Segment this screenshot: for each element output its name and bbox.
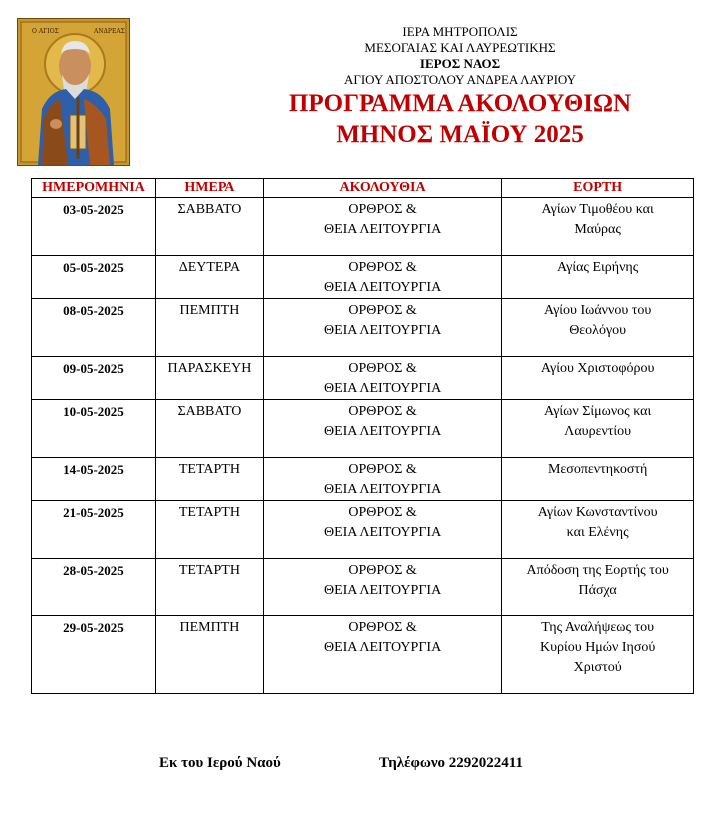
service-cell	[263, 501, 501, 559]
table-row	[32, 357, 694, 400]
church-label: ΙΕΡΟΣ ΝΑΟΣ	[419, 56, 501, 71]
feast-line: Πάσχα	[578, 583, 617, 598]
date-cell: 03-05-2025	[32, 198, 156, 256]
saint-andrew-icon	[17, 18, 130, 166]
feast-line: Αγίων Τιμοθέου και	[541, 202, 654, 217]
feast-cell	[502, 357, 694, 400]
feast-cell	[502, 559, 694, 616]
day-cell: ΤΕΤΑΡΤΗ	[155, 559, 263, 616]
feast-line: Απόδοση της Εορτής του	[526, 563, 669, 578]
date-cell: 08-05-2025	[32, 299, 156, 357]
table-row	[32, 198, 694, 256]
day-cell: ΣΑΒΒΑΤΟ	[155, 198, 263, 256]
day-cell: ΠΑΡΑΣΚΕΥΗ	[155, 357, 263, 400]
footer-signature: Εκ του Ιερού Ναού	[159, 755, 281, 771]
feast-line: Αγίων Σίμωνος και	[544, 404, 652, 419]
service-cell	[263, 458, 501, 501]
feast-line: Της Αναλήψεως του	[541, 620, 655, 635]
service-cell	[263, 400, 501, 458]
table-row	[32, 559, 694, 616]
footer-phone: Τηλέφωνο 2292022411	[379, 755, 523, 771]
icon-inscription-left: Ο ΑΓΙΟΣ	[32, 28, 59, 35]
header	[205, 24, 710, 150]
day-cell: ΠΕΜΠΤΗ	[155, 299, 263, 357]
feast-line: Αγίων Κωνσταντίνου	[537, 505, 658, 520]
day-cell: ΔΕΥΤΕΡΑ	[155, 256, 263, 299]
day-cell: ΣΑΒΒΑΤΟ	[155, 400, 263, 458]
date-cell: 29-05-2025	[32, 616, 156, 694]
icon-inscription-right: ΑΝΔΡΕΑΣ	[94, 28, 125, 35]
service-cell	[263, 357, 501, 400]
feast-cell	[502, 501, 694, 559]
header-feast: ΕΟΡΤΗ	[502, 179, 694, 198]
service-cell	[263, 559, 501, 616]
feast-line: Θεολόγου	[569, 323, 627, 338]
date-cell: 09-05-2025	[32, 357, 156, 400]
service-cell	[263, 299, 501, 357]
service-line: ΘΕΙΑ ΛΕΙΤΟΥΡΓΙΑ	[323, 640, 442, 655]
day-cell: ΤΕΤΑΡΤΗ	[155, 458, 263, 501]
service-cell	[263, 256, 501, 299]
service-line: ΘΕΙΑ ΛΕΙΤΟΥΡΓΙΑ	[323, 280, 442, 295]
table-row	[32, 616, 694, 694]
service-line: ΟΡΘΡΟΣ &	[348, 563, 417, 578]
service-line: ΟΡΘΡΟΣ &	[348, 260, 417, 275]
service-line: ΟΡΘΡΟΣ &	[348, 404, 417, 419]
service-line: ΟΡΘΡΟΣ &	[348, 202, 417, 217]
date-cell: 05-05-2025	[32, 256, 156, 299]
table-row	[32, 400, 694, 458]
feast-line: Αγίου Χριστοφόρου	[540, 361, 655, 376]
header-day: ΗΜΕΡΑ	[155, 179, 263, 198]
table-row	[32, 256, 694, 299]
service-line: ΘΕΙΑ ΛΕΙΤΟΥΡΓΙΑ	[323, 222, 442, 237]
table-row	[32, 299, 694, 357]
table-row	[32, 501, 694, 559]
service-line: ΟΡΘΡΟΣ &	[348, 361, 417, 376]
feast-line: Λαυρεντίου	[564, 424, 632, 439]
schedule-table	[31, 178, 694, 694]
page-subtitle: ΜΗΝΟΣ ΜΑΪΟΥ 2025	[336, 121, 584, 148]
feast-line: Μεσοπεντηκοστή	[547, 462, 648, 477]
feast-cell	[502, 400, 694, 458]
day-cell: ΠΕΜΠΤΗ	[155, 616, 263, 694]
feast-cell	[502, 256, 694, 299]
date-cell: 28-05-2025	[32, 559, 156, 616]
service-line: ΘΕΙΑ ΛΕΙΤΟΥΡΓΙΑ	[323, 583, 442, 598]
feast-line: Κυρίου Ημών Ιησού	[539, 640, 656, 655]
feast-cell	[502, 299, 694, 357]
table-header-row	[32, 179, 694, 198]
feast-line: Αγίας Ειρήνης	[556, 260, 639, 275]
feast-line: και Ελένης	[566, 525, 629, 540]
header-date: ΗΜΕΡΟΜΗΝΙΑ	[32, 179, 156, 198]
table-row	[32, 458, 694, 501]
date-cell: 21-05-2025	[32, 501, 156, 559]
feast-line: Χριστού	[573, 660, 622, 675]
table-body	[32, 198, 694, 694]
feast-cell	[502, 198, 694, 256]
saint-icon-image	[18, 19, 129, 165]
feast-cell	[502, 616, 694, 694]
service-line: ΘΕΙΑ ΛΕΙΤΟΥΡΓΙΑ	[323, 525, 442, 540]
date-cell: 10-05-2025	[32, 400, 156, 458]
service-line: ΟΡΘΡΟΣ &	[348, 303, 417, 318]
metropolis-line: ΙΕΡΑ ΜΗΤΡΟΠΟΛΙΣ	[402, 24, 518, 39]
service-line: ΘΕΙΑ ΛΕΙΤΟΥΡΓΙΑ	[323, 424, 442, 439]
service-line: ΟΡΘΡΟΣ &	[348, 620, 417, 635]
service-cell	[263, 198, 501, 256]
service-cell	[263, 616, 501, 694]
metropolis-name: ΜΕΣΟΓΑΙΑΣ ΚΑΙ ΛΑΥΡΕΩΤΙΚΗΣ	[364, 40, 556, 55]
feast-cell	[502, 458, 694, 501]
day-cell: ΤΕΤΑΡΤΗ	[155, 501, 263, 559]
service-line: ΟΡΘΡΟΣ &	[348, 462, 417, 477]
service-line: ΘΕΙΑ ΛΕΙΤΟΥΡΓΙΑ	[323, 381, 442, 396]
feast-line: Αγίου Ιωάννου του	[543, 303, 652, 318]
church-name: ΑΓΙΟΥ ΑΠΟΣΤΟΛΟΥ ΑΝΔΡΕΑ ΛΑΥΡΙΟΥ	[343, 72, 577, 87]
service-line: ΘΕΙΑ ΛΕΙΤΟΥΡΓΙΑ	[323, 323, 442, 338]
service-line: ΘΕΙΑ ΛΕΙΤΟΥΡΓΙΑ	[323, 482, 442, 497]
page-title: ΠΡΟΓΡΑΜΜΑ ΑΚΟΛΟΥΘΙΩΝ	[288, 90, 632, 117]
header-service: ΑΚΟΛΟΥΘΙΑ	[263, 179, 501, 198]
service-line: ΟΡΘΡΟΣ &	[348, 505, 417, 520]
feast-line: Μαύρας	[574, 222, 621, 237]
date-cell: 14-05-2025	[32, 458, 156, 501]
